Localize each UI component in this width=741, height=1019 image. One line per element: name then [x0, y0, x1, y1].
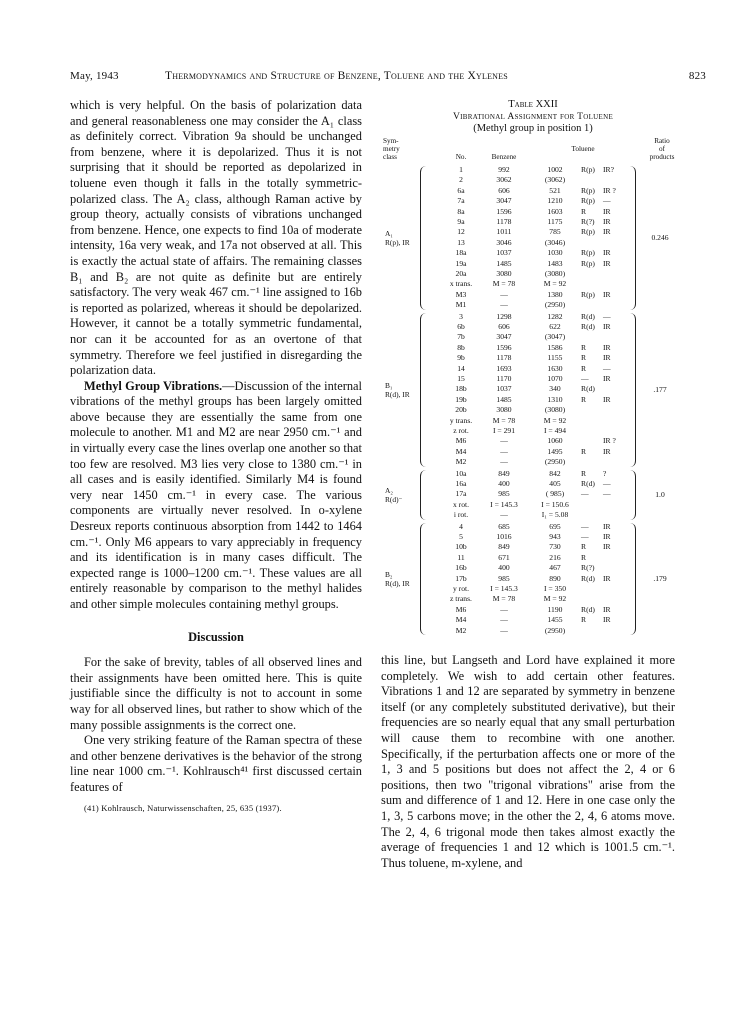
cell-toluene: ( 985) [545, 489, 565, 499]
cell-ir: IR [603, 542, 611, 552]
cell-no: 15 [457, 373, 465, 383]
cell-toluene: 405 [549, 478, 561, 488]
cell-benzene: — [500, 604, 508, 614]
cell-ir: — [603, 478, 611, 488]
cell-raman: R(p) [581, 185, 595, 195]
cell-benzene: 1037 [496, 248, 512, 258]
cell-no: M4 [455, 615, 467, 625]
cell-no: 20a [455, 269, 467, 278]
table-row [383, 279, 683, 289]
cell-ir: IR [603, 227, 611, 237]
cell-toluene: 890 [549, 573, 561, 583]
cell-toluene: 1455 [547, 615, 563, 625]
header-date: May, 1943 [70, 70, 119, 82]
table-row [383, 207, 683, 217]
table-row [383, 574, 683, 584]
cell-raman: R(p) [581, 289, 595, 299]
cell-ir: — [603, 363, 611, 373]
symmetry-class-label: A₂ R(d)⁻ [385, 485, 403, 504]
cell-raman: R(d) [581, 573, 595, 583]
cell-no: x trans. [449, 279, 473, 289]
header-ratio: Ratio of products [649, 137, 675, 161]
cell-benzene: 3047 [496, 196, 512, 206]
cell-benzene: 400 [498, 563, 510, 573]
cell-raman: R [581, 615, 587, 625]
cell-benzene: M = 78 [492, 279, 516, 289]
cell-toluene: 622 [549, 321, 561, 331]
header-page-number: 823 [688, 70, 706, 82]
cell-no: 8a [457, 206, 465, 216]
cell-benzene: 685 [498, 521, 510, 531]
cell-benzene: 985 [498, 573, 510, 583]
table-row [383, 186, 683, 196]
cell-raman: R [581, 468, 587, 478]
table-title: Table XXII [508, 99, 558, 110]
cell-no: 6a [457, 185, 465, 195]
cell-ir: IR [603, 248, 611, 258]
table-row [383, 436, 683, 446]
cell-no: 18b [455, 384, 467, 394]
cell-toluene: 695 [549, 521, 561, 531]
paragraph: this line, but Langseth and Lord have explained it more completely. We wish to add certain other features. Vibrations 1 and 12 are separated by symmetry in benzene itself (or any completely substituted derivative), but their frequencies are so nearly equal that any small perturbation will cause them to recombine with one another. Specifically, if the perturbation affects one or more of the 1, 3 and 5 positions but does not affect the 2, 4 or 6 positions, then two "trigonal vibrations" arise from the sum and difference of 1 and 12. Here in one case only the 1, 3, 5 carbons move; in the other the 2, 4, 6 atoms move. The 2, 4, 6 trigonal mode then takes almost exactly the average of frequencies 1 and 12 which is 1001.5 cm.⁻¹. Thus toluene, m-xylene, and [381, 653, 675, 870]
cell-toluene: (3080) [544, 405, 566, 415]
cell-benzene: I = 145.3 [490, 499, 518, 509]
cell-benzene: 3062 [496, 175, 512, 185]
table-row [383, 594, 683, 604]
cell-benzene: M = 78 [492, 594, 516, 604]
cell-no: 7b [457, 332, 465, 342]
cell-benzene: — [500, 625, 508, 635]
table-row [383, 469, 683, 479]
cell-toluene: 1210 [547, 196, 563, 206]
table-row [383, 374, 683, 384]
cell-no: 6b [457, 321, 465, 331]
cell-toluene: 1070 [547, 373, 563, 383]
cell-toluene: 1030 [547, 248, 563, 258]
paragraph: One very striking feature of the Raman spectra of these and other benzene derivatives is the behavior of the strong line near 1000 cm.⁻¹. Kohlrausch⁴¹ first discussed certain features of [70, 733, 362, 794]
table-row [383, 447, 683, 457]
table-xxii [383, 98, 683, 637]
symmetry-class-label: B₁ R(d), IR [385, 380, 410, 399]
cell-ir: IR [603, 604, 611, 614]
table-row [383, 217, 683, 227]
cell-toluene: 1380 [547, 289, 563, 299]
symmetry-class-label: B₂ R(d), IR [385, 569, 410, 588]
cell-ir: IR [603, 342, 611, 352]
cell-benzene: 1596 [496, 342, 512, 352]
table-row [383, 196, 683, 206]
cell-no: 13 [457, 237, 465, 247]
cell-no: 9a [457, 217, 465, 226]
table-row [383, 175, 683, 185]
cell-no: 14 [457, 363, 465, 373]
cell-no: 4 [459, 521, 463, 531]
cell-toluene: I = 150.6 [541, 499, 569, 509]
cell-no: 12 [457, 227, 465, 237]
table-row [383, 615, 683, 625]
cell-no: 16a [455, 478, 467, 488]
table-row [383, 248, 683, 258]
table-row [383, 489, 683, 499]
cell-toluene: 943 [549, 531, 561, 541]
cell-no: 5 [459, 531, 463, 541]
cell-benzene: 1485 [496, 394, 512, 404]
cell-no: 18a [455, 248, 467, 258]
cell-toluene: I = 494 [544, 425, 566, 435]
table-row [383, 353, 683, 363]
cell-toluene: M = 92 [543, 594, 567, 604]
cell-no: z trans. [450, 594, 472, 604]
cell-toluene: (3062) [544, 175, 566, 185]
paragraph [70, 379, 362, 613]
cell-ir: IR [603, 446, 611, 456]
cell-no: 11 [457, 552, 465, 562]
paragraph: For the sake of brevity, tables of all observed lines and their assignments have been omitted here. This is quite justifiable since the difficulty is not to account in some way for all observed lines, but rather to show which of the many possible assignments is the correct one. [70, 655, 362, 732]
cell-toluene: 340 [549, 384, 561, 394]
table-subtitle: Vibrational Assignment for Toluene [452, 111, 614, 122]
cell-benzene: 1298 [496, 311, 512, 321]
cell-no: 8b [457, 342, 465, 352]
cell-raman: R(p) [581, 165, 595, 174]
cell-no: x rot. [452, 499, 470, 509]
product-ratio: .179 [653, 573, 667, 583]
cell-ir: ? [603, 468, 607, 478]
cell-ir: IR [603, 373, 611, 383]
cell-ir: IR [603, 531, 611, 541]
cell-benzene: 1178 [496, 217, 512, 226]
cell-ir: IR [603, 217, 611, 226]
cell-no: 19b [455, 394, 467, 404]
cell-benzene: — [500, 457, 508, 467]
section-heading: Discussion [188, 629, 244, 644]
cell-benzene: 992 [498, 165, 510, 174]
table-row [383, 259, 683, 269]
cell-toluene: 730 [549, 542, 561, 552]
table-row [383, 584, 683, 594]
cell-toluene: (2950) [544, 625, 566, 635]
cell-toluene: (3080) [544, 269, 566, 278]
cell-toluene: 521 [549, 185, 561, 195]
table-row [383, 332, 683, 342]
cell-raman: R [581, 353, 587, 363]
cell-raman: — [581, 531, 589, 541]
cell-ir: IR [603, 321, 611, 331]
symmetry-group [383, 522, 683, 637]
table-row [383, 269, 683, 279]
table-row [383, 532, 683, 542]
table-row [383, 395, 683, 405]
header-toluene: Toluene [571, 145, 595, 153]
cell-raman: R(p) [581, 196, 595, 206]
table-row [383, 510, 683, 520]
table-row [383, 563, 683, 573]
cell-toluene: 1495 [547, 446, 563, 456]
section-runin-heading: Methyl Group Vibrations. [84, 378, 223, 393]
cell-benzene: — [500, 289, 508, 299]
cell-raman: R [581, 446, 587, 456]
cell-benzene: 1170 [496, 373, 512, 383]
cell-toluene: 467 [549, 563, 561, 573]
table-row [383, 300, 683, 310]
table-row [383, 312, 683, 322]
cell-no: y trans. [449, 415, 473, 425]
cell-raman: R(p) [581, 227, 595, 237]
cell-toluene: M = 92 [543, 279, 567, 289]
paragraph: which is very helpful. On the basis of polarization data and general reasonableness one may consider the A₁ class as definitely correct. Vibration 9a should be unchanged from benzene, where it is depolarized. Thus it is not surprising that it should be reported as depolarized in toluene even though it falls in the totally symmetric-polarized class. The A₂ class, although Raman active by group theory, actually consists of vibrations unchanged from benzene. Hence, one expects to find 10a of moderate intensity, 16a very weak, and 17a not observed at all. This is exactly the actual state of affairs. The remaining classes B₁ and B₂ are not quite as definite but are entirely satisfactory. The very weak 467 cm.⁻¹ line assigned to 16b is reported as polarized, whereas it should be depolarized. However, it cannot be a totally symmetric fundamental, nor can it be accounted for as an overtone of that symmetry. Therefore we feel justified in disregarding the polarization data. [70, 98, 362, 378]
cell-no: 1 [459, 165, 463, 174]
cell-benzene: — [500, 436, 508, 446]
cell-no: 16b [455, 563, 467, 573]
cell-no: z rot. [453, 425, 469, 435]
table-note: (Methyl group in position 1) [473, 123, 593, 134]
cell-ir: IR [603, 258, 611, 268]
cell-no: M4 [455, 446, 467, 456]
table-row [383, 364, 683, 374]
cell-raman: R(?) [581, 563, 595, 573]
table-row [383, 416, 683, 426]
table-header [383, 135, 683, 165]
symmetry-class-label: A₁ R(p), IR [385, 228, 410, 247]
cell-ir: IR [603, 289, 611, 299]
cell-benzene: I = 291 [493, 425, 515, 435]
cell-raman: R(d) [581, 321, 595, 331]
cell-no: 3 [459, 311, 463, 321]
cell-benzene: 606 [498, 321, 510, 331]
cell-toluene: (3046) [544, 237, 566, 247]
cell-no: 17b [455, 573, 467, 583]
cell-raman: R(?) [581, 217, 595, 226]
cell-raman: R(p) [581, 258, 595, 268]
header-symmetry: Sym- metry class [383, 137, 400, 161]
cell-no: y rot. [452, 583, 470, 593]
cell-toluene: 1483 [547, 258, 563, 268]
cell-raman: R [581, 552, 587, 562]
cell-toluene: 1282 [547, 311, 563, 321]
cell-ir: — [603, 196, 611, 206]
cell-benzene: — [500, 446, 508, 456]
cell-benzene: 1485 [496, 258, 512, 268]
cell-benzene: 671 [498, 552, 510, 562]
table-row [383, 290, 683, 300]
cell-ir: IR ? [603, 185, 616, 195]
table-row [383, 405, 683, 415]
cell-no: M2 [455, 625, 467, 635]
header-no: No. [455, 153, 467, 161]
cell-benzene: 606 [498, 185, 510, 195]
cell-benzene: I = 145.3 [490, 583, 518, 593]
symmetry-group [383, 469, 683, 522]
cell-ir: IR? [603, 165, 614, 174]
cell-raman: R [581, 206, 587, 216]
table-row [383, 343, 683, 353]
cell-benzene: 1011 [496, 227, 512, 237]
cell-ir: IR [603, 206, 611, 216]
table-row [383, 626, 683, 636]
cell-ir: IR [603, 615, 611, 625]
symmetry-group [383, 312, 683, 469]
symmetry-group [383, 165, 683, 312]
cell-no: M1 [455, 300, 467, 310]
cell-toluene: M = 92 [543, 415, 567, 425]
cell-no: 20b [455, 405, 467, 415]
header-title: Thermodynamics and Structure of Benzene, Toluene and the Xylenes [165, 70, 508, 82]
product-ratio: 0.246 [651, 232, 669, 242]
cell-benzene: 849 [498, 542, 510, 552]
cell-toluene: 1586 [547, 342, 563, 352]
cell-benzene: — [500, 510, 508, 520]
cell-raman: R [581, 394, 587, 404]
product-ratio: .177 [653, 384, 667, 394]
cell-toluene: I₁ = 5.08 [541, 510, 569, 520]
cell-benzene: 400 [498, 478, 510, 488]
cell-no: 10b [455, 542, 467, 552]
cell-raman: R [581, 542, 587, 552]
cell-toluene: I = 350 [544, 583, 566, 593]
cell-ir: — [603, 489, 611, 499]
header-benzene: Benzene [491, 153, 517, 161]
cell-benzene: 3047 [496, 332, 512, 342]
cell-raman: — [581, 373, 589, 383]
cell-no: M3 [455, 289, 467, 299]
cell-no: 19a [455, 258, 467, 268]
table-row [383, 227, 683, 237]
cell-raman: R [581, 363, 587, 373]
cell-no: M2 [455, 457, 467, 467]
cell-no: M6 [455, 436, 467, 446]
table-row [383, 522, 683, 532]
cell-raman: — [581, 489, 589, 499]
cell-toluene: 842 [549, 468, 561, 478]
cell-toluene: 1603 [547, 206, 563, 216]
cell-ir: IR [603, 353, 611, 363]
cell-toluene: (2950) [544, 457, 566, 467]
left-column [70, 98, 362, 816]
right-column [381, 653, 675, 871]
table-row [383, 238, 683, 248]
cell-ir: IR ? [603, 436, 616, 446]
cell-benzene: 1037 [496, 384, 512, 394]
cell-benzene: 985 [498, 489, 510, 499]
cell-toluene: 785 [549, 227, 561, 237]
cell-no: 7a [457, 196, 465, 206]
paragraph-text: —Discussion of the internal vibrations of the methyl groups has been largely omitted above because they are essentially the same from one molecule to another. M1 and M2 are near 2950 cm.⁻¹ and in virtually every case the lines overlap one another so that too few are resolved. M3 lies very close to 1380 cm.⁻¹ in all cases and is easily identified. Similarly M4 is found very near 1450 cm.⁻¹ in every case. The various components are virtually never resolved. In o-xylene Desreux reports continuous absorption from 1442 to 1464 cm.⁻¹. Only M6 appears to vary appreciably in frequency and its identification is in many cases difficult. The expected range is 1000–1200 cm.⁻¹. These values are all entirely reasonable by comparison to the methyl halides and other simple molecules containing methyl groups. [70, 378, 362, 611]
cell-benzene: — [500, 615, 508, 625]
cell-ir: IR [603, 573, 611, 583]
cell-ir: IR [603, 394, 611, 404]
table-row [383, 384, 683, 394]
table-row [383, 553, 683, 563]
cell-benzene: 849 [498, 468, 510, 478]
cell-benzene: 3080 [496, 269, 512, 278]
cell-benzene: 3080 [496, 405, 512, 415]
cell-toluene: 1190 [547, 604, 563, 614]
cell-benzene: 1016 [496, 531, 512, 541]
cell-ir: IR [603, 521, 611, 531]
cell-toluene: 1175 [547, 217, 563, 226]
cell-benzene: 1596 [496, 206, 512, 216]
cell-raman: R(d) [581, 311, 595, 321]
cell-benzene: 1693 [496, 363, 512, 373]
table-row [383, 457, 683, 467]
cell-benzene: M = 78 [492, 415, 516, 425]
table-row [383, 165, 683, 175]
product-ratio: 1.0 [655, 489, 665, 499]
cell-no: 9b [457, 353, 465, 363]
cell-raman: R(d) [581, 384, 595, 394]
table-row [383, 479, 683, 489]
cell-no: 10a [455, 468, 467, 478]
cell-toluene: 1060 [547, 436, 563, 446]
table-row [383, 542, 683, 552]
cell-raman: R(p) [581, 248, 595, 258]
footnote: (41) Kohlrausch, Naturwissenschaften, 25, 635 (1937). [84, 802, 282, 813]
cell-no: i rot. [453, 510, 469, 520]
table-body [383, 165, 683, 637]
cell-benzene: 1178 [496, 353, 512, 363]
cell-raman: R(d) [581, 478, 595, 488]
cell-raman: — [581, 521, 589, 531]
cell-no: 17a [455, 489, 467, 499]
table-row [383, 500, 683, 510]
cell-toluene: 1002 [547, 165, 563, 174]
table-row [383, 426, 683, 436]
table-row [383, 605, 683, 615]
cell-raman: R(d) [581, 604, 595, 614]
cell-raman: R [581, 342, 587, 352]
cell-toluene: 1155 [547, 353, 563, 363]
cell-toluene: 1630 [547, 363, 563, 373]
cell-toluene: (2950) [544, 300, 566, 310]
cell-no: 2 [459, 175, 463, 185]
cell-ir: — [603, 311, 611, 321]
cell-toluene: (3047) [544, 332, 566, 342]
cell-toluene: 1310 [547, 394, 563, 404]
cell-no: M6 [455, 604, 467, 614]
cell-benzene: — [500, 300, 508, 310]
table-row [383, 322, 683, 332]
cell-toluene: 216 [549, 552, 561, 562]
cell-benzene: 3046 [496, 237, 512, 247]
